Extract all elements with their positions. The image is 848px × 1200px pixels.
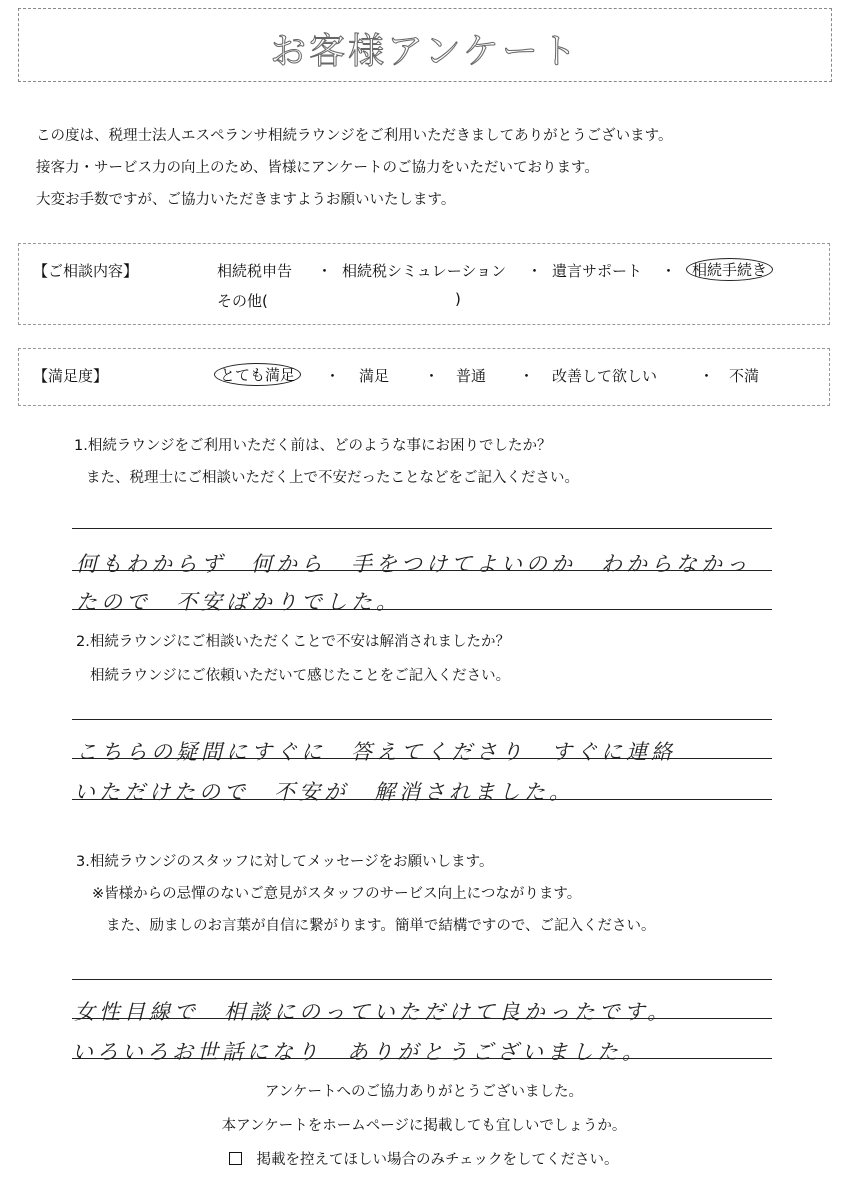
consultation-option-simulation[interactable]: 相続税シミュレーション xyxy=(342,262,507,280)
answer-line xyxy=(72,1058,772,1059)
consultation-option-will-support[interactable]: 遺言サポート xyxy=(552,262,643,280)
consultation-section xyxy=(18,243,830,325)
separator: ・ xyxy=(699,367,715,385)
satisfaction-option-normal[interactable]: 普通 xyxy=(456,367,487,385)
consultation-other-label: その他( xyxy=(217,292,268,310)
question-3-text: 3.相続ラウンジのスタッフに対してメッセージをお願いします。 xyxy=(76,854,494,870)
question-1-subtext: また、税理士にご相談いただく上で不安だったことなどをご記入ください。 xyxy=(86,470,579,486)
intro-line-1: この度は、税理士法人エスペランサ相続ラウンジをご利用いただきましてありがとうございます。 xyxy=(36,128,673,144)
separator: ・ xyxy=(661,262,677,280)
question-3-note: ※皆様からの忌憚のないご意見がスタッフのサービス向上につながります。 xyxy=(92,886,582,902)
separator: ・ xyxy=(527,262,543,280)
question-3-answer-line-2[interactable]: いろいろお世話になり ありがとうございました。 xyxy=(72,1040,647,1064)
answer-line xyxy=(72,979,772,980)
footer-permission: 本アンケートをホームページに掲載しても宜しいでしょうか。 xyxy=(221,1118,627,1134)
footer-checkbox-label: 掲載を控えてほしい場合のみチェックをしてください。 xyxy=(256,1152,619,1168)
answer-line xyxy=(72,570,772,571)
title-banner xyxy=(18,8,832,82)
intro-line-3: 大変お手数ですが、ご協力いただきますようお願いいたします。 xyxy=(36,192,456,208)
question-2-answer-line-2[interactable]: いただけたので 不安が 解消されました。 xyxy=(74,780,574,804)
question-2-subtext: 相続ラウンジにご依頼いただいて感じたことをご記入ください。 xyxy=(90,668,511,684)
consultation-other-close: ) xyxy=(455,290,461,308)
answer-line xyxy=(72,1018,772,1019)
separator: ・ xyxy=(424,367,440,385)
question-3-subtext: また、励ましのお言葉が自信に繋がります。簡単で結構ですので、ご記入ください。 xyxy=(106,918,656,934)
satisfaction-section xyxy=(18,348,830,406)
consultation-option-tax-filing[interactable]: 相続税申告 xyxy=(217,262,293,280)
question-2-text: 2.相続ラウンジにご相談いただくことで不安は解消されましたか？ xyxy=(76,634,510,650)
page-title: お客様アンケート xyxy=(270,31,580,72)
separator: ・ xyxy=(317,262,333,280)
satisfaction-option-satisfied[interactable]: 満足 xyxy=(359,367,390,385)
answer-line xyxy=(72,758,772,759)
footer-checkbox-row xyxy=(0,1148,848,1169)
no-publish-checkbox[interactable] xyxy=(229,1152,242,1165)
consultation-option-procedures-selected[interactable]: 相続手続き xyxy=(686,258,773,281)
question-1-answer-line-1[interactable]: 何もわからず 何から 手をつけてよいのか わからなかっ xyxy=(76,552,751,576)
question-1-answer-line-2[interactable]: たので 不安ばかりでした。 xyxy=(76,590,401,614)
intro-line-2: 接客力・サービス力の向上のため、皆様にアンケートのご協力をいただいております。 xyxy=(36,160,599,176)
question-1-text: 1.相続ラウンジをご利用いただく前は、どのような事にお困りでしたか？ xyxy=(74,438,552,454)
separator: ・ xyxy=(325,367,341,385)
satisfaction-option-very-satisfied-selected[interactable]: とても満足 xyxy=(214,363,301,386)
answer-line xyxy=(72,528,772,529)
satisfaction-label: 【満足度】 xyxy=(33,367,109,385)
question-2-answer-line-1[interactable]: こちらの疑問にすぐに 答えてくださり すぐに連絡 xyxy=(76,740,676,764)
footer-thanks: アンケートへのご協力ありがとうございました。 xyxy=(264,1084,584,1100)
answer-line xyxy=(72,719,772,720)
satisfaction-option-dissatisfied[interactable]: 不満 xyxy=(729,367,760,385)
question-3-answer-line-1[interactable]: 女性目線で 相談にのっていただけて良かったです。 xyxy=(74,1000,673,1024)
separator: ・ xyxy=(519,367,535,385)
satisfaction-option-needs-improvement[interactable]: 改善して欲しい xyxy=(552,367,658,385)
answer-line xyxy=(72,799,772,800)
consultation-label: 【ご相談内容】 xyxy=(33,262,139,280)
answer-line xyxy=(72,609,772,610)
